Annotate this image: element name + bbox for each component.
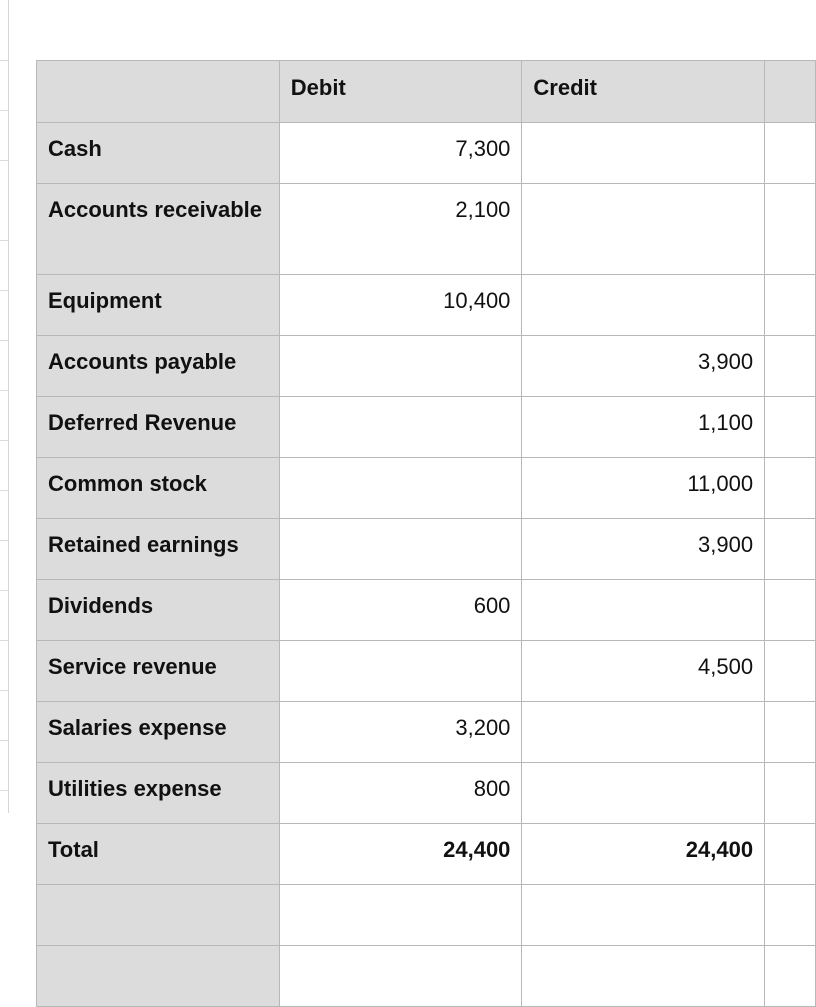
debit-cell[interactable] [279, 336, 522, 397]
extra-cell[interactable] [765, 702, 816, 763]
empty-cell[interactable] [279, 885, 522, 946]
account-cell[interactable]: Equipment [37, 275, 280, 336]
credit-cell[interactable] [522, 184, 765, 275]
credit-cell[interactable]: 3,900 [522, 519, 765, 580]
account-cell[interactable]: Deferred Revenue [37, 397, 280, 458]
extra-cell[interactable] [765, 458, 816, 519]
gutter-line [0, 740, 8, 741]
extra-cell[interactable] [765, 397, 816, 458]
extra-cell[interactable] [765, 885, 816, 946]
header-cell-debit[interactable]: Debit [279, 61, 522, 123]
table-row [37, 184, 816, 275]
credit-cell[interactable]: 11,000 [522, 458, 765, 519]
header-cell-credit[interactable]: Credit [522, 61, 765, 123]
account-cell[interactable]: Accounts receivable [37, 184, 280, 275]
header-row [37, 61, 816, 123]
account-cell[interactable]: Cash [37, 123, 280, 184]
account-cell[interactable]: Salaries expense [37, 702, 280, 763]
credit-cell[interactable] [522, 123, 765, 184]
credit-cell[interactable] [522, 763, 765, 824]
extra-cell[interactable] [765, 641, 816, 702]
gutter-line [0, 640, 8, 641]
total-row [37, 824, 816, 885]
gutter-line [0, 440, 8, 441]
table-row [37, 275, 816, 336]
gutter-line [0, 240, 8, 241]
credit-cell[interactable]: 3,900 [522, 336, 765, 397]
debit-cell[interactable]: 2,100 [279, 184, 522, 275]
empty-row [37, 885, 816, 946]
header-cell-extra[interactable] [765, 61, 816, 123]
credit-cell[interactable] [522, 580, 765, 641]
table-row [37, 580, 816, 641]
account-cell[interactable]: Accounts payable [37, 336, 280, 397]
gutter-line [0, 790, 8, 791]
extra-cell[interactable] [765, 184, 816, 275]
account-cell[interactable]: Utilities expense [37, 763, 280, 824]
empty-row [37, 946, 816, 1007]
account-cell[interactable]: Common stock [37, 458, 280, 519]
total-debit-cell[interactable]: 24,400 [279, 824, 522, 885]
table-row [37, 702, 816, 763]
debit-cell[interactable]: 600 [279, 580, 522, 641]
table-row [37, 458, 816, 519]
credit-cell[interactable] [522, 275, 765, 336]
table-row [37, 641, 816, 702]
gutter-line [0, 290, 8, 291]
gutter-line [0, 390, 8, 391]
debit-cell[interactable]: 800 [279, 763, 522, 824]
extra-cell[interactable] [765, 946, 816, 1007]
debit-cell[interactable] [279, 397, 522, 458]
credit-cell[interactable]: 1,100 [522, 397, 765, 458]
debit-cell[interactable] [279, 641, 522, 702]
gutter-line [0, 110, 8, 111]
account-cell[interactable]: Retained earnings [37, 519, 280, 580]
table-row [37, 397, 816, 458]
account-cell[interactable]: Service revenue [37, 641, 280, 702]
empty-label-cell[interactable] [37, 885, 280, 946]
extra-cell[interactable] [765, 275, 816, 336]
table-row [37, 519, 816, 580]
extra-cell[interactable] [765, 763, 816, 824]
gutter-line [0, 690, 8, 691]
extra-cell[interactable] [765, 336, 816, 397]
total-label-cell[interactable]: Total [37, 824, 280, 885]
debit-cell[interactable] [279, 458, 522, 519]
table-row [37, 763, 816, 824]
extra-cell[interactable] [765, 580, 816, 641]
extra-cell[interactable] [765, 123, 816, 184]
debit-cell[interactable] [279, 519, 522, 580]
header-cell-corner[interactable] [37, 61, 280, 123]
gutter-line [0, 60, 8, 61]
total-credit-cell[interactable]: 24,400 [522, 824, 765, 885]
gutter-line [0, 540, 8, 541]
debit-cell[interactable]: 3,200 [279, 702, 522, 763]
spreadsheet-table-area [36, 60, 816, 862]
trial-balance-table [36, 60, 816, 1007]
credit-cell[interactable] [522, 702, 765, 763]
empty-cell[interactable] [522, 885, 765, 946]
empty-cell[interactable] [522, 946, 765, 1007]
debit-cell[interactable]: 7,300 [279, 123, 522, 184]
gutter-line [0, 160, 8, 161]
empty-label-cell[interactable] [37, 946, 280, 1007]
credit-cell[interactable]: 4,500 [522, 641, 765, 702]
table-row [37, 123, 816, 184]
gutter-line [0, 490, 8, 491]
row-gutter [0, 0, 9, 813]
extra-cell[interactable] [765, 519, 816, 580]
account-cell[interactable]: Dividends [37, 580, 280, 641]
debit-cell[interactable]: 10,400 [279, 275, 522, 336]
table-row [37, 336, 816, 397]
gutter-line [0, 590, 8, 591]
extra-cell[interactable] [765, 824, 816, 885]
gutter-line [0, 340, 8, 341]
empty-cell[interactable] [279, 946, 522, 1007]
